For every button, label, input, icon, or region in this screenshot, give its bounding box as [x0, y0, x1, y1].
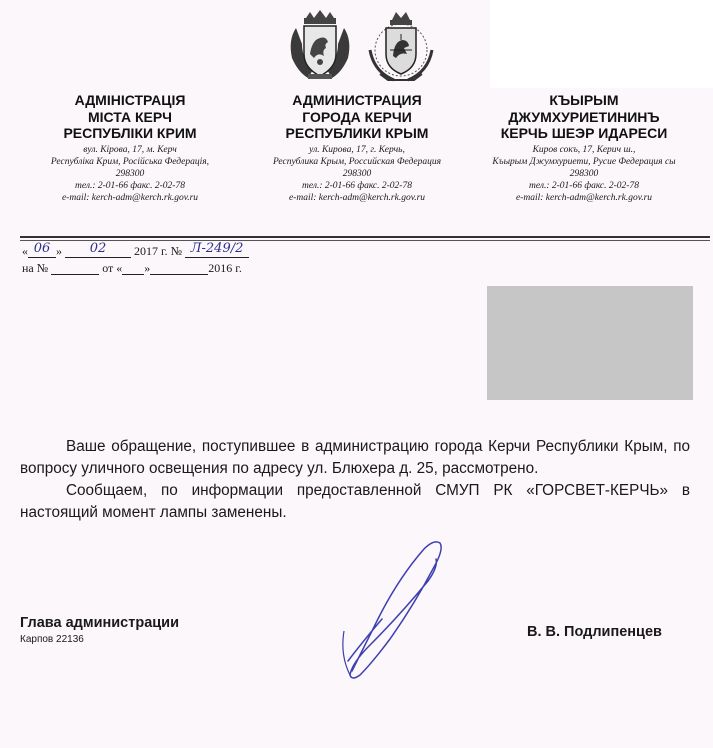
redacted-addressee-block — [487, 286, 693, 400]
handwritten-signature-icon — [330, 535, 470, 685]
header-crimean-tatar-email: e-mail: kerch-adm@kerch.rk.gov.ru — [515, 192, 653, 203]
registration-month: 02 — [89, 241, 107, 256]
signatory-name: В. В. Подлипенцев — [527, 624, 662, 640]
registration-line-incoming: на № от « » 2016 г. — [22, 261, 242, 275]
header-ukrainian-phone: тел.: 2-01-66 факс. 2-02-78 — [75, 180, 185, 191]
kerch-coat-of-arms-icon — [366, 10, 436, 86]
header-russian — [252, 92, 462, 204]
letter-body — [20, 436, 690, 524]
header-russian-title: АДМИНИСТРАЦИЯ ГОРОДА КЕРЧИ РЕСПУБЛИКИ КРЫМ — [285, 92, 429, 141]
header-crimean-tatar — [474, 92, 694, 204]
executor-note: Карпов 22136 — [20, 634, 84, 645]
registration-day: 06 — [33, 241, 51, 256]
header-ukrainian — [30, 92, 230, 204]
header-russian-phone: тел.: 2-01-66 факс. 2-02-78 — [302, 180, 412, 191]
header-rule — [20, 236, 710, 238]
header-russian-address: ул. Кирова, 17, г. Керчь, Республика Крым, Российская Федерация 298300 — [272, 144, 442, 179]
header-crimean-tatar-address: Киров сокъ, 17, Керич ш., Къырым Джумхуриети, Русие Федерация сы 298300 — [492, 144, 676, 179]
header-crimean-tatar-title: КЪЫРЫМ ДЖУМХУРИЕТИНИНЪ КЕРЧЬ ШЕЭР ИДАРЕСИ — [500, 92, 668, 141]
crimea-coat-of-arms-icon — [286, 10, 354, 84]
header-russian-email: e-mail: kerch-adm@kerch.rk.gov.ru — [288, 192, 426, 203]
white-paper-corner — [490, 0, 713, 88]
registration-year: 2017 г. № — [134, 244, 183, 258]
letter-paragraph: Сообщаем, по информации предоставленной СМУП РК «ГОРСВЕТ-КЕРЧЬ» в настоящий момент лампы заменены. — [20, 482, 690, 521]
registration-line-outgoing: « 06 » 02 2017 г. № Л-249/2 — [22, 244, 249, 258]
signatory-title: Глава администрации — [20, 615, 179, 631]
header-ukrainian-email: e-mail: kerch-adm@kerch.rk.gov.ru — [61, 192, 199, 203]
header-crimean-tatar-phone: тел.: 2-01-66 факс. 2-02-78 — [529, 180, 639, 191]
header-ukrainian-address: вул. Кірова, 17, м. Керч Республіка Крим, Російська Федерація, 298300 — [50, 144, 210, 179]
header-ukrainian-title: АДМІНІСТРАЦІЯ МІСТА КЕРЧ РЕСПУБЛІКИ КРИМ — [63, 92, 197, 141]
header-rule-thin — [20, 240, 710, 241]
letter-paragraph: Ваше обращение, поступившее в администрацию города Керчи Республики Крым, по вопросу уличного освещения по адресу ул. Блюхера д. 25, рассмотрено. — [20, 438, 690, 477]
registration-number: Л-249/2 — [190, 241, 244, 256]
